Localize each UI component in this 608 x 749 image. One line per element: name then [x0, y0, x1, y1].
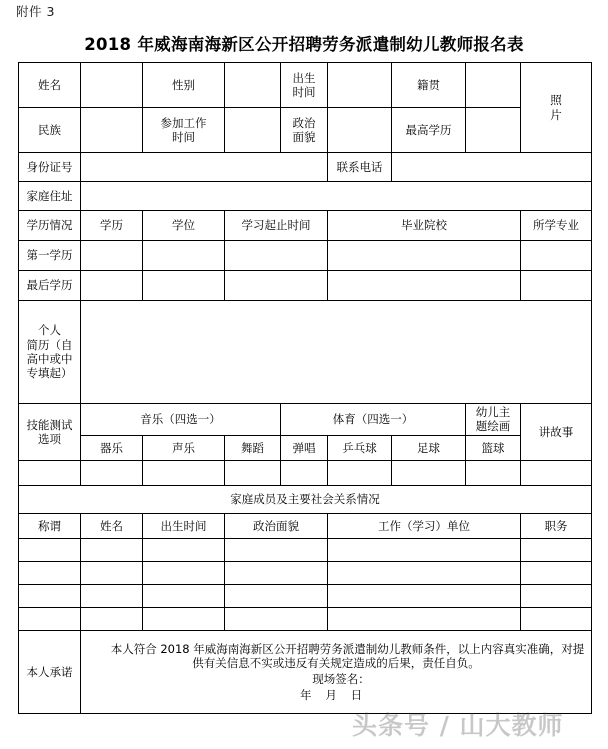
photo-placeholder[interactable] — [521, 63, 592, 153]
theme-drawing-line1: 幼儿主 — [475, 405, 511, 419]
label-political-line2: 面貌 — [292, 130, 316, 144]
label-work-start-line2: 时间 — [172, 130, 195, 144]
field-family-name[interactable] — [81, 584, 143, 607]
table-row-address — [19, 182, 592, 211]
field-family-workplace[interactable] — [328, 607, 521, 630]
column-header-degree-level: 学历 — [81, 211, 143, 241]
field-family-position[interactable] — [521, 584, 592, 607]
field-family-political[interactable] — [225, 561, 328, 584]
label-work-start-time — [143, 108, 225, 153]
field-political-status[interactable] — [328, 108, 392, 153]
option-football[interactable]: 足球 — [392, 435, 466, 460]
field-first-major[interactable] — [521, 241, 592, 271]
label-education-section: 学历情况 — [19, 211, 81, 241]
column-header-graduate-school: 毕业院校 — [328, 211, 521, 241]
table-row-education-header — [19, 211, 592, 241]
field-family-position[interactable] — [521, 561, 592, 584]
resume-label-line2: 简历（自 — [26, 337, 73, 352]
table-row-skills-blank — [19, 460, 592, 485]
column-header-major: 所学专业 — [521, 211, 592, 241]
field-family-workplace[interactable] — [328, 561, 521, 584]
label-political-status — [281, 108, 328, 153]
field-gender[interactable] — [225, 63, 281, 108]
field-native-place[interactable] — [466, 63, 521, 108]
field-family-birth[interactable] — [143, 607, 225, 630]
option-instrumental-music[interactable]: 器乐 — [81, 435, 143, 460]
field-first-degree-level[interactable] — [81, 241, 143, 271]
label-ethnicity: 民族 — [19, 108, 81, 153]
skills-label-line2: 选项 — [38, 431, 61, 446]
field-first-degree[interactable] — [143, 241, 225, 271]
option-basketball[interactable]: 篮球 — [466, 435, 521, 460]
field-relation[interactable] — [19, 561, 81, 584]
field-skill-dance[interactable] — [143, 460, 225, 485]
field-skill-instrumental[interactable] — [19, 460, 81, 485]
field-family-name[interactable] — [81, 538, 143, 561]
resume-label-line1: 个人 — [38, 323, 61, 338]
field-skill-sing-play[interactable] — [225, 460, 281, 485]
field-family-position[interactable] — [521, 607, 592, 630]
theme-drawing-line2: 题绘画 — [475, 419, 511, 434]
field-last-major[interactable] — [521, 271, 592, 301]
table-row — [19, 584, 592, 607]
column-header-family-name: 姓名 — [81, 513, 143, 538]
field-skill-table-tennis[interactable] — [281, 460, 328, 485]
table-row-basic-2 — [19, 108, 592, 153]
option-table-tennis[interactable]: 乒乓球 — [328, 435, 392, 460]
column-header-relation: 称谓 — [19, 513, 81, 538]
field-first-study-period[interactable] — [225, 241, 328, 271]
field-relation[interactable] — [19, 538, 81, 561]
table-row-last-education — [19, 271, 592, 301]
label-id-number: 身份证号 — [19, 153, 81, 182]
group-header-music: 音乐（四选一） — [81, 404, 281, 436]
table-row-skills-header — [19, 404, 592, 436]
label-story-telling: 讲故事 — [521, 404, 592, 461]
field-skill-vocal[interactable] — [81, 460, 143, 485]
table-row-basic-1 — [19, 63, 592, 108]
column-header-family-position: 职务 — [521, 513, 592, 538]
table-row-promise — [19, 630, 592, 713]
label-political-line1: 政治 — [292, 115, 316, 130]
label-last-education: 最后学历 — [19, 271, 81, 301]
label-skills-section — [19, 404, 81, 461]
field-family-position[interactable] — [521, 538, 592, 561]
group-header-sports: 体育（四选一） — [281, 404, 466, 436]
field-personal-resume[interactable] — [81, 301, 592, 404]
option-sing-and-play[interactable]: 弹唱 — [281, 435, 328, 460]
field-relation[interactable] — [19, 584, 81, 607]
field-family-workplace[interactable] — [328, 584, 521, 607]
label-birth-date-line2: 时间 — [292, 85, 316, 99]
label-personal-promise: 本人承诺 — [19, 630, 81, 713]
field-phone[interactable] — [392, 153, 592, 182]
field-family-workplace[interactable] — [328, 538, 521, 561]
promise-date-line[interactable]: 年月日 — [300, 687, 376, 702]
promise-paragraph: 本人符合 2018 年威海南海新区公开招聘劳务派遣制幼儿教师条件，以上内容真实准确，对提供有关信息不实或违反有关规定造成的后果，责任自负。 — [110, 641, 585, 670]
label-family-section: 家庭成员及主要社会关系情况 — [19, 485, 592, 513]
table-row-resume — [19, 301, 592, 404]
field-birth-date[interactable] — [328, 63, 392, 108]
label-first-education: 第一学历 — [19, 241, 81, 271]
field-family-political[interactable] — [225, 538, 328, 561]
label-home-address: 家庭住址 — [19, 182, 81, 211]
photo-label-line2: 片 — [550, 107, 562, 122]
field-family-name[interactable] — [81, 561, 143, 584]
column-header-family-workplace: 工作（学习）单位 — [328, 513, 521, 538]
field-family-birth[interactable] — [143, 538, 225, 561]
resume-label-line4: 专填起） — [26, 366, 73, 381]
field-skill-gymnastics[interactable] — [466, 460, 521, 485]
table-row-family-header — [19, 513, 592, 538]
field-id-number[interactable] — [81, 153, 328, 182]
table-row — [19, 561, 592, 584]
field-home-address[interactable] — [81, 182, 592, 211]
column-header-study-period: 学习起止时间 — [225, 211, 328, 241]
field-highest-education[interactable] — [466, 108, 521, 153]
label-native-place: 籍贯 — [392, 63, 466, 108]
option-vocal-music[interactable]: 声乐 — [143, 435, 225, 460]
label-highest-education: 最高学历 — [392, 108, 466, 153]
label-work-start-line1: 参加工作 — [160, 115, 207, 130]
label-phone: 联系电话 — [328, 153, 392, 182]
table-row-first-education — [19, 241, 592, 271]
skills-label-line1: 技能测试 — [26, 417, 73, 432]
promise-signature-label[interactable]: 现场签名： — [312, 672, 370, 687]
column-header-family-political: 政治面貌 — [225, 513, 328, 538]
field-work-start-time[interactable] — [225, 108, 281, 153]
label-name: 姓名 — [19, 63, 81, 108]
field-family-birth[interactable] — [143, 584, 225, 607]
field-relation[interactable] — [19, 607, 81, 630]
attachment-label: 附件 3 — [16, 4, 55, 19]
field-name[interactable] — [81, 63, 143, 108]
table-row-family-title — [19, 485, 592, 513]
field-first-graduate-school[interactable] — [328, 241, 521, 271]
field-last-degree-level[interactable] — [81, 271, 143, 301]
field-skill-drawing[interactable] — [521, 460, 592, 485]
watermark: 头条号 / 山大教师 — [352, 711, 564, 740]
field-family-political[interactable] — [225, 584, 328, 607]
field-family-name[interactable] — [81, 607, 143, 630]
field-last-study-period[interactable] — [225, 271, 328, 301]
label-birth-date-line1: 出生 — [292, 70, 316, 85]
table-row-skills-options — [19, 435, 592, 460]
field-skill-basketball[interactable] — [392, 460, 466, 485]
field-family-birth[interactable] — [143, 561, 225, 584]
field-ethnicity[interactable] — [81, 108, 143, 153]
table-row-id-phone — [19, 153, 592, 182]
label-personal-resume — [19, 301, 81, 404]
page-title: 2018 年威海南海新区公开招聘劳务派遣制幼儿教师报名表 — [84, 35, 524, 54]
promise-content — [81, 630, 592, 713]
registration-form-table — [18, 62, 592, 714]
column-header-degree: 学位 — [143, 211, 225, 241]
option-dance[interactable]: 舞蹈 — [225, 435, 281, 460]
column-header-family-birth: 出生时间 — [143, 513, 225, 538]
label-birth-date — [281, 63, 328, 108]
field-family-political[interactable] — [225, 607, 328, 630]
label-gender: 性别 — [143, 63, 225, 108]
table-row — [19, 607, 592, 630]
photo-label-line1: 照 — [550, 93, 562, 108]
resume-label-line3: 高中或中 — [26, 352, 73, 366]
field-last-degree[interactable] — [143, 271, 225, 301]
field-skill-football[interactable] — [328, 460, 392, 485]
label-theme-drawing — [466, 404, 521, 436]
table-row — [19, 538, 592, 561]
field-last-graduate-school[interactable] — [328, 271, 521, 301]
